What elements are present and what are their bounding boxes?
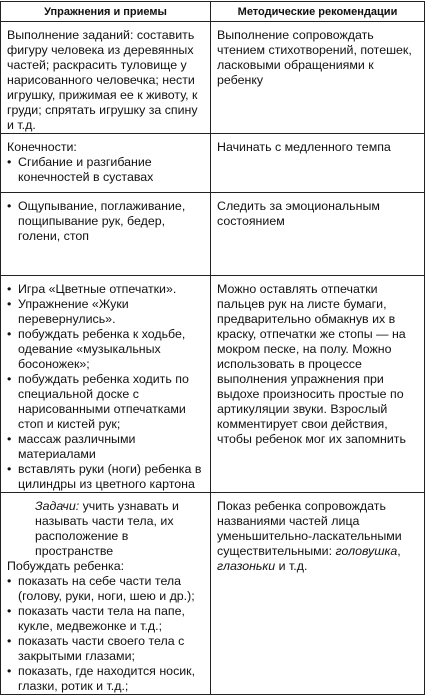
recommendation-text: Следить за эмоциональным состоянием — [217, 199, 380, 228]
recommendations-table — [0, 1, 425, 695]
table-row — [1, 134, 425, 193]
task-statement — [7, 499, 206, 559]
table-row — [1, 193, 425, 276]
header-recommendations: Методические рекомендации — [211, 2, 425, 22]
exercise-text: Выполнение заданий: составить фигуру человека из деревянных частей; раскрасить туловище у нарисованного человечка; нести игрушку, прижимая ее к животу, к груди; спрятать игрушку за спину и т.д. — [7, 28, 198, 132]
table-row — [1, 276, 425, 493]
exercise-cell — [1, 193, 211, 276]
list-item: • показать на себе части тела (голову, руки, ноги, шею и др.); — [7, 574, 206, 604]
recommendation-text: Начинать с медленного темпа — [217, 140, 391, 154]
list-item: • Сгибание и разгибание конечностей в суставах — [7, 155, 206, 185]
recommendation-cell — [211, 134, 425, 193]
list-item: • показать части тела на папе, кукле, медвежонке и т.д.; — [7, 604, 206, 634]
recommendation-text: Можно оставлять отпечатки пальцев рук на листе бумаги, предварительно обмакнув их в краску, отпечатки же стопы — на мокром песке, на полу. Можно использовать в процессе выполнения упражнения при выдохе произносить простые по артикуляции звуки. Взрослый комментирует свои действия, чтобы ребенок мог их запомнить — [217, 282, 406, 446]
exercise-heading: Конечности: — [7, 140, 77, 154]
list-item: • показать, где находится носик, глазки, ротик и т.д.; — [7, 664, 206, 694]
recommendation-tail: и т.д. — [275, 559, 308, 573]
recommendation-text — [217, 499, 420, 574]
recommendation-separator: , — [397, 544, 401, 558]
task-intro: Побуждать ребенка: — [7, 559, 125, 573]
task-label: Задачи: — [35, 499, 80, 513]
list-item: • показать части своего тела с закрытыми глазами; — [7, 634, 206, 664]
header-row — [1, 2, 425, 22]
list-item: • побуждать ребенка к ходьбе, одевание «музыкальных босоножек»; — [7, 327, 206, 372]
table-row — [1, 22, 425, 134]
exercise-list — [7, 574, 206, 694]
list-item: • Игра «Цветные отпечатки». — [7, 282, 206, 297]
exercise-list — [7, 155, 206, 185]
exercise-list — [7, 199, 206, 244]
recommendation-cell — [211, 493, 425, 695]
exercise-cell — [1, 134, 211, 193]
exercise-cell — [1, 22, 211, 134]
recommendation-cell — [211, 193, 425, 276]
exercise-cell — [1, 493, 211, 695]
list-item: • Упражнение «Жуки перевернулись». — [7, 297, 206, 327]
exercise-cell — [1, 276, 211, 493]
recommendation-plain: Показ ребенка сопровождать названиями частей лица уменьшительно-ласкательными существительными: — [217, 499, 402, 558]
example-word-1: головушка — [335, 544, 398, 558]
recommendation-cell — [211, 22, 425, 134]
example-word-2: глазоньки — [217, 559, 276, 573]
table-row — [1, 493, 425, 695]
list-item: • Ощупывание, поглаживание, пощипывание рук, бедер, голени, стоп — [7, 199, 206, 244]
list-item: • массаж различными материалами — [7, 432, 206, 462]
recommendation-text: Выполнение сопровождать чтением стихотворений, потешек, ласковыми обращениями к ребенку — [217, 28, 412, 87]
recommendation-cell — [211, 276, 425, 493]
exercise-list — [7, 282, 206, 492]
list-item: • побуждать ребенка ходить по специальной доске с нарисованными отпечатками стоп и кистей рук; — [7, 372, 206, 432]
list-item: • вставлять руки (ноги) ребенка в цилиндры из цветного картона — [7, 462, 206, 492]
header-exercises: Упражнения и приемы — [1, 2, 211, 22]
task-text: учить узнавать и называть части тела, их расположение в пространстве — [35, 499, 179, 558]
